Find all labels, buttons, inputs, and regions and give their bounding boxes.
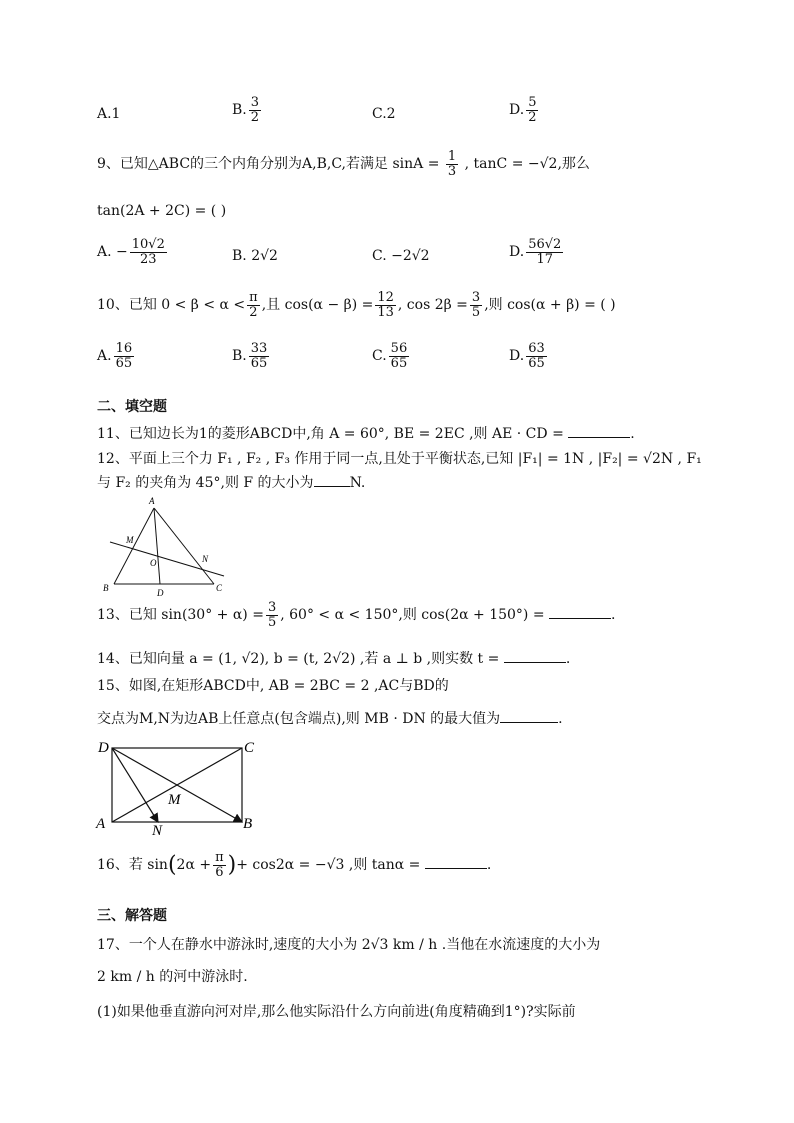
- q10-stem: 10、已知 0 < β < α < $\frac{\pi}{2}$ ,且 cos(α − β) = $\frac{12}{13}$ , cos 2β = $\frac{3}{5}$ ,则 cos(α + β) = ( ): [97, 290, 616, 320]
- label-b: B: [243, 816, 253, 832]
- q17-line3: (1)如果他垂直游向河对岸,那么他实际沿什么方向前进(角度精确到1°)?实际前: [97, 1004, 576, 1020]
- q9-tan: , tanC = −√2: [464, 156, 558, 173]
- q8-option-c: C.2: [372, 106, 396, 122]
- option-label: D.: [509, 102, 525, 119]
- fraction: $\frac{56}{65}$: [390, 341, 408, 371]
- vector-dn: [112, 748, 158, 822]
- label-m: M: [126, 535, 134, 545]
- answer-blank[interactable]: [500, 709, 558, 723]
- q14-stem: 14、已知向量 a = (1, √2), b = (t, 2√2) ,若 a ⊥ b ,则实数 t = .: [97, 651, 571, 667]
- label-c: C: [216, 583, 223, 593]
- option-label: B.: [232, 102, 247, 119]
- rectangle-figure: [92, 738, 262, 838]
- q10-option-a: A. $\frac{16}{65}$: [97, 341, 133, 371]
- q8-option-b: [232, 96, 263, 124]
- fraction: $\frac{\pi}{2}$: [249, 290, 258, 320]
- q13-stem: 13、已知 sin(30° + α) = $\frac{3}{5}$ , 60° < α < 150°,则 cos(2α + 150°) = .: [97, 600, 616, 630]
- section-heading-fill-in: 二、填空题: [97, 399, 167, 415]
- answer-blank[interactable]: [425, 855, 487, 869]
- fraction: $\frac{\pi}{6}$: [215, 850, 224, 880]
- fraction: $\frac{10√2}{23}$: [131, 237, 165, 267]
- fraction: $\frac{56√2}{17}$: [528, 237, 562, 267]
- fraction: $\frac{3}{5}$: [267, 600, 277, 630]
- q9-line2: tan(2A + 2C) = ( ): [97, 203, 227, 219]
- q17-line1: 17、一个人在静水中游泳时,速度的大小为 2√3 km / h .当他在水流速度的大小为: [97, 937, 601, 953]
- q11-stem: 11、已知边长为1的菱形ABCD中,角 A = 60°, BE = 2EC ,则 AE · CD = .: [97, 426, 635, 442]
- q8-option-a: A.1: [97, 106, 121, 122]
- fraction: $\frac{3}{2}$: [250, 95, 260, 125]
- q9-option-d: D. $\frac{56√2}{17}$: [509, 237, 562, 267]
- answer-blank[interactable]: [568, 424, 630, 438]
- answer-blank[interactable]: [504, 649, 566, 663]
- q10-option-c: C. $\frac{56}{65}$: [372, 341, 408, 371]
- answer-blank[interactable]: [549, 605, 611, 619]
- label-n: N: [152, 823, 163, 838]
- label-n: N: [202, 554, 209, 564]
- fraction: $\frac{3}{5}$: [471, 290, 481, 320]
- label-b: B: [103, 583, 109, 593]
- fraction: $\frac{33}{65}$: [250, 341, 268, 371]
- q15-line2: 交点为M,N为边AB上任意点(包含端点),则 MB · DN 的最大值为 .: [97, 711, 563, 727]
- label-o: O: [150, 558, 157, 568]
- fraction: $\frac{16}{65}$: [115, 341, 133, 371]
- fraction: $\frac{12}{13}$: [377, 290, 394, 320]
- q9-lead: 9、已知△ABC的三个内角分别为A,B,C,若满足: [97, 156, 389, 173]
- triangle-figure: [100, 496, 230, 598]
- side-ac: [154, 508, 214, 584]
- q10-option-b: B. $\frac{33}{65}$: [232, 341, 268, 371]
- section-heading-solutions: 三、解答题: [97, 908, 167, 924]
- label-m: M: [168, 792, 181, 808]
- label-d: D: [98, 740, 109, 756]
- answer-blank[interactable]: [314, 473, 350, 487]
- q9-option-b: B. 2√2: [232, 248, 278, 264]
- q16-stem: 16、若 sin(2α + $\frac{\pi}{6}$ )+ cos2α = −√3 ,则 tanα = .: [97, 850, 492, 880]
- fraction: $\frac{1}{3}$: [447, 149, 457, 179]
- fraction: $\frac{63}{65}$: [528, 341, 545, 371]
- q12-line2: 与 F₂ 的夹角为 45°,则 F 的大小为 N.: [97, 475, 366, 491]
- segment-ad: [154, 508, 160, 584]
- q17-line2: 2 km / h 的河中游泳时.: [97, 969, 248, 985]
- label-a: A: [96, 816, 106, 832]
- side-ab: [114, 508, 154, 584]
- q9-option-c: C. −2√2: [372, 248, 430, 264]
- q9-stem: [97, 150, 590, 178]
- q9-option-a: A. − $\frac{10√2}{23}$: [97, 237, 165, 267]
- fraction: $\frac{5}{2}$: [528, 95, 537, 125]
- label-a: A: [149, 496, 155, 506]
- q10-option-d: D. $\frac{63}{65}$: [509, 341, 545, 371]
- q8-option-d: [509, 96, 540, 124]
- q12-line1: 12、平面上三个力 F₁ , F₂ , F₃ 作用于同一点,且处于平衡状态,已知 |F₁| = 1N , |F₂| = √2N , F₁: [97, 451, 702, 467]
- q9-sin: sinA =: [392, 156, 440, 173]
- q15-line1: 15、如图,在矩形ABCD中, AB = 2BC = 2 ,AC与BD的: [97, 678, 449, 694]
- label-c: C: [244, 740, 255, 756]
- label-d: D: [157, 588, 164, 598]
- q9-tail: ,那么: [557, 156, 590, 173]
